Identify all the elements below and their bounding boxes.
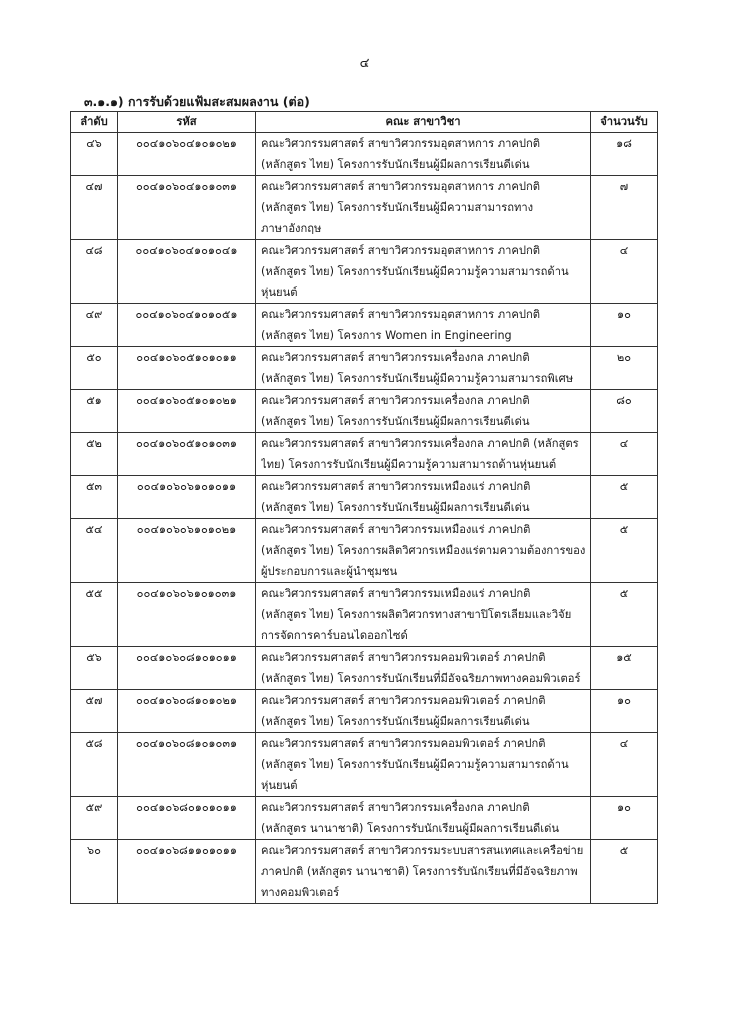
row-description-line: คณะวิศวกรรมศาสตร์ สาขาวิศวกรรมคอมพิวเตอร์ ภาคปกติ	[261, 694, 546, 707]
row-description-line: หุ่นยนต์	[261, 779, 298, 792]
row-description-line: คณะวิศวกรรมศาสตร์ สาขาวิศวกรรมเครื่องกล ภาคปกติ	[261, 394, 530, 407]
row-description-line: (หลักสูตร ไทย) โครงการผลิตวิศวกรทางสาขาปิโตรเลียมและวิจัย	[261, 608, 572, 621]
row-description-line: (หลักสูตร ไทย) โครงการ Women in Engineering	[261, 329, 512, 342]
table-row	[71, 476, 658, 519]
row-count: ๕	[591, 840, 658, 904]
row-description-line: (หลักสูตร ไทย) โครงการรับนักเรียนผู้มีความสามารถทาง	[261, 201, 534, 214]
table-row	[71, 583, 658, 647]
row-code: ๐๐๔๑๐๖๐๘๑๐๑๐๓๑	[118, 733, 256, 797]
row-code: ๐๐๔๑๐๖๐๘๑๐๑๐๒๑	[118, 690, 256, 733]
row-description-line: (หลักสูตร ไทย) โครงการรับนักเรียนผู้มีผลการเรียนดีเด่น	[261, 158, 530, 171]
table-row	[71, 304, 658, 347]
row-description-line: ผู้ประกอบการและผู้นำชุมชน	[261, 565, 398, 578]
row-seq: ๕๕	[71, 583, 118, 647]
row-faculty-program	[256, 647, 591, 690]
row-seq: ๕๑	[71, 390, 118, 433]
header-count: จำนวนรับ	[591, 112, 658, 133]
row-description-line: ไทย) โครงการรับนักเรียนผู้มีความรู้ความสามารถด้านหุ่นยนต์	[261, 458, 557, 471]
row-code: ๐๐๔๑๐๖๐๔๑๐๑๐๒๑	[118, 133, 256, 176]
row-seq: ๖๐	[71, 840, 118, 904]
row-faculty-program	[256, 347, 591, 390]
row-faculty-program	[256, 240, 591, 304]
row-code: ๐๐๔๑๐๖๐๖๑๐๑๐๓๑	[118, 583, 256, 647]
table-row	[71, 347, 658, 390]
row-faculty-program	[256, 690, 591, 733]
row-faculty-program	[256, 840, 591, 904]
row-code: ๐๐๔๑๐๖๐๕๑๐๑๐๒๑	[118, 390, 256, 433]
row-count: ๗	[591, 176, 658, 240]
row-description-line: คณะวิศวกรรมศาสตร์ สาขาวิศวกรรมอุตสาหการ ภาคปกติ	[261, 244, 540, 257]
row-count: ๑๐	[591, 797, 658, 840]
header-code: รหัส	[118, 112, 256, 133]
row-code: ๐๐๔๑๐๖๐๔๑๐๑๐๓๑	[118, 176, 256, 240]
row-description-line: การจัดการคาร์บอนไดออกไซด์	[261, 629, 408, 642]
row-description-line: คณะวิศวกรรมศาสตร์ สาขาวิศวกรรมเหมืองแร่ ภาคปกติ	[261, 480, 531, 493]
row-description-line: คณะวิศวกรรมศาสตร์ สาขาวิศวกรรมระบบสารสนเทศและเครือข่าย	[261, 844, 584, 857]
row-faculty-program	[256, 176, 591, 240]
row-description-line: (หลักสูตร ไทย) โครงการรับนักเรียนผู้มีความรู้ความสามารถพิเศษ	[261, 372, 574, 385]
row-count: ๑๘	[591, 133, 658, 176]
header-seq: ลำดับ	[71, 112, 118, 133]
row-seq: ๔๗	[71, 176, 118, 240]
row-description-line: คณะวิศวกรรมศาสตร์ สาขาวิศวกรรมเหมืองแร่ ภาคปกติ	[261, 523, 531, 536]
row-description-line: (หลักสูตร ไทย) โครงการผลิตวิศวกรเหมืองแร่ตามความต้องการของ	[261, 544, 585, 557]
row-seq: ๔๙	[71, 304, 118, 347]
row-faculty-program	[256, 797, 591, 840]
row-count: ๕	[591, 476, 658, 519]
table-row	[71, 390, 658, 433]
table-row	[71, 433, 658, 476]
row-description-line: คณะวิศวกรรมศาสตร์ สาขาวิศวกรรมคอมพิวเตอร์ ภาคปกติ	[261, 651, 546, 664]
row-count: ๑๕	[591, 647, 658, 690]
row-seq: ๕๗	[71, 690, 118, 733]
table-row	[71, 690, 658, 733]
page-number: ๔	[359, 56, 370, 71]
row-seq: ๕๒	[71, 433, 118, 476]
row-seq: ๕๔	[71, 519, 118, 583]
row-description-line: หุ่นยนต์	[261, 286, 298, 299]
row-description-line: ภาษาอังกฤษ	[261, 222, 322, 235]
row-description-line: (หลักสูตร นานาชาติ) โครงการรับนักเรียนผู้มีผลการเรียนดีเด่น	[261, 822, 559, 835]
row-code: ๐๐๔๑๐๖๐๘๑๐๑๐๑๑	[118, 647, 256, 690]
row-code: ๐๐๔๑๐๖๐๔๑๐๑๐๔๑	[118, 240, 256, 304]
row-description-line: คณะวิศวกรรมศาสตร์ สาขาวิศวกรรมอุตสาหการ ภาคปกติ	[261, 308, 540, 321]
row-seq: ๔๖	[71, 133, 118, 176]
row-description-line: (หลักสูตร ไทย) โครงการรับนักเรียนผู้มีผลการเรียนดีเด่น	[261, 415, 530, 428]
row-count: ๔	[591, 733, 658, 797]
row-count: ๕	[591, 519, 658, 583]
admission-table	[70, 111, 658, 904]
row-count: ๔	[591, 433, 658, 476]
row-faculty-program	[256, 583, 591, 647]
table-row	[71, 133, 658, 176]
row-seq: ๕๖	[71, 647, 118, 690]
row-description-line: คณะวิศวกรรมศาสตร์ สาขาวิศวกรรมเครื่องกล ภาคปกติ (หลักสูตร	[261, 437, 579, 450]
table-row	[71, 840, 658, 904]
row-description-line: (หลักสูตร ไทย) โครงการรับนักเรียนผู้มีผลการเรียนดีเด่น	[261, 715, 530, 728]
row-code: ๐๐๔๑๐๖๐๖๑๐๑๐๒๑	[118, 519, 256, 583]
row-code: ๐๐๔๑๐๖๐๔๑๐๑๐๕๑	[118, 304, 256, 347]
row-description-line: คณะวิศวกรรมศาสตร์ สาขาวิศวกรรมอุตสาหการ ภาคปกติ	[261, 180, 540, 193]
table-row	[71, 240, 658, 304]
table-row	[71, 797, 658, 840]
header-faculty: คณะ สาขาวิชา	[256, 112, 591, 133]
row-description-line: คณะวิศวกรรมศาสตร์ สาขาวิศวกรรมเครื่องกล ภาคปกติ	[261, 801, 530, 814]
row-count: ๔	[591, 240, 658, 304]
table-row	[71, 176, 658, 240]
row-seq: ๕๐	[71, 347, 118, 390]
row-description-line: (หลักสูตร ไทย) โครงการรับนักเรียนผู้มีผลการเรียนดีเด่น	[261, 501, 530, 514]
row-description-line: คณะวิศวกรรมศาสตร์ สาขาวิศวกรรมอุตสาหการ ภาคปกติ	[261, 137, 540, 150]
row-faculty-program	[256, 733, 591, 797]
row-code: ๐๐๔๑๐๖๐๕๑๐๑๐๓๑	[118, 433, 256, 476]
row-faculty-program	[256, 390, 591, 433]
row-count: ๒๐	[591, 347, 658, 390]
row-faculty-program	[256, 433, 591, 476]
row-description-line: ภาคปกติ (หลักสูตร นานาชาติ) โครงการรับนักเรียนที่มีอัจฉริยภาพ	[261, 865, 578, 878]
row-count: ๕	[591, 583, 658, 647]
row-code: ๐๐๔๑๐๖๘๐๑๐๑๐๑๑	[118, 797, 256, 840]
section-title: ๓.๑.๑) การรับด้วยแฟ้มสะสมผลงาน (ต่อ)	[84, 94, 310, 109]
table-row	[71, 733, 658, 797]
row-description-line: คณะวิศวกรรมศาสตร์ สาขาวิศวกรรมคอมพิวเตอร์ ภาคปกติ	[261, 737, 546, 750]
table-body	[71, 133, 658, 904]
row-description-line: ทางคอมพิวเตอร์	[261, 886, 340, 899]
row-description-line: (หลักสูตร ไทย) โครงการรับนักเรียนผู้มีความรู้ความสามารถด้าน	[261, 265, 569, 278]
row-faculty-program	[256, 304, 591, 347]
row-description-line: คณะวิศวกรรมศาสตร์ สาขาวิศวกรรมเหมืองแร่ ภาคปกติ	[261, 587, 531, 600]
row-seq: ๕๘	[71, 733, 118, 797]
table-row	[71, 519, 658, 583]
row-count: ๘๐	[591, 390, 658, 433]
row-faculty-program	[256, 476, 591, 519]
table-header-row	[71, 112, 658, 133]
row-description-line: (หลักสูตร ไทย) โครงการรับนักเรียนผู้มีความรู้ความสามารถด้าน	[261, 758, 569, 771]
row-faculty-program	[256, 133, 591, 176]
row-count: ๑๐	[591, 690, 658, 733]
table-row	[71, 647, 658, 690]
row-seq: ๔๘	[71, 240, 118, 304]
row-description-line: (หลักสูตร ไทย) โครงการรับนักเรียนที่มีอัจฉริยภาพทางคอมพิวเตอร์	[261, 672, 581, 685]
row-code: ๐๐๔๑๐๖๘๑๑๐๑๐๑๑	[118, 840, 256, 904]
row-seq: ๕๓	[71, 476, 118, 519]
row-code: ๐๐๔๑๐๖๐๖๑๐๑๐๑๑	[118, 476, 256, 519]
row-description-line: คณะวิศวกรรมศาสตร์ สาขาวิศวกรรมเครื่องกล ภาคปกติ	[261, 351, 530, 364]
row-seq: ๕๙	[71, 797, 118, 840]
row-code: ๐๐๔๑๐๖๐๕๑๐๑๐๑๑	[118, 347, 256, 390]
row-faculty-program	[256, 519, 591, 583]
row-count: ๑๐	[591, 304, 658, 347]
